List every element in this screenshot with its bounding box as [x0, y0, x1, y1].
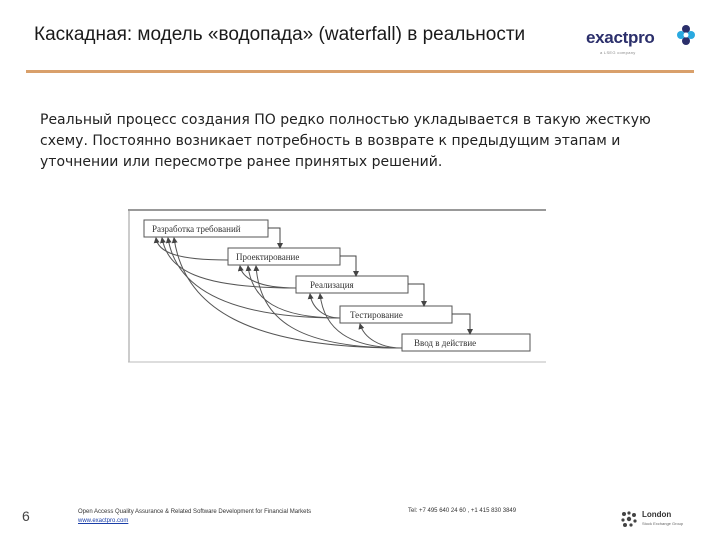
page-number: 6: [22, 508, 30, 524]
logo-wordmark: exactpro: [586, 28, 655, 47]
footer-company-line: Open Access Quality Assurance & Related Software Development for Financial Markets: [78, 509, 312, 515]
stage-box-deployment: [402, 334, 530, 351]
slide-body-text: Реальный процесс создания ПО редко полностью укладывается в такую жесткую схему. Постоянно возникает потребность в возврате к предыдущим этапам и уточнении или пересмотре ранее принятых решений.: [40, 112, 651, 170]
lse-emblem-icon: [620, 510, 638, 528]
stage-label-implementation: Реализация: [310, 280, 354, 290]
logo-tagline: a LSEG company: [600, 50, 636, 55]
exactpro-flower-icon: [676, 24, 696, 46]
footer-contacts: Tel: +7 495 640 24 60 , +1 415 830 3849: [408, 508, 517, 514]
return-arrow-1: [156, 238, 228, 260]
stage-box-testing: [340, 306, 452, 323]
stage-label-testing: Тестирование: [350, 310, 403, 320]
stage-label-requirements: Разработка требований: [152, 224, 241, 234]
stage-box-design: [228, 248, 340, 265]
slide-title: Каскадная: модель «водопада» (waterfall) в реальности: [34, 24, 526, 45]
lse-logo: [620, 508, 700, 532]
footer-company: [78, 508, 388, 526]
stage-box-requirements: [144, 220, 268, 237]
forward-arrow-3: [408, 284, 424, 306]
forward-arrow-1: [268, 228, 280, 248]
header-divider: [26, 70, 694, 73]
lse-subtitle: Stock Exchange Group: [642, 521, 684, 526]
stage-label-design: Проектирование: [236, 252, 300, 262]
forward-arrow-2: [340, 256, 356, 276]
footer-website-link[interactable]: www.exactpro.com: [78, 518, 129, 524]
forward-arrow-4: [452, 314, 470, 334]
lse-name: London: [642, 510, 672, 519]
stage-label-deployment: Ввод в действие: [414, 338, 477, 348]
stage-box-implementation: [296, 276, 408, 293]
waterfall-diagram: [128, 208, 546, 364]
exactpro-logo: [586, 22, 696, 56]
